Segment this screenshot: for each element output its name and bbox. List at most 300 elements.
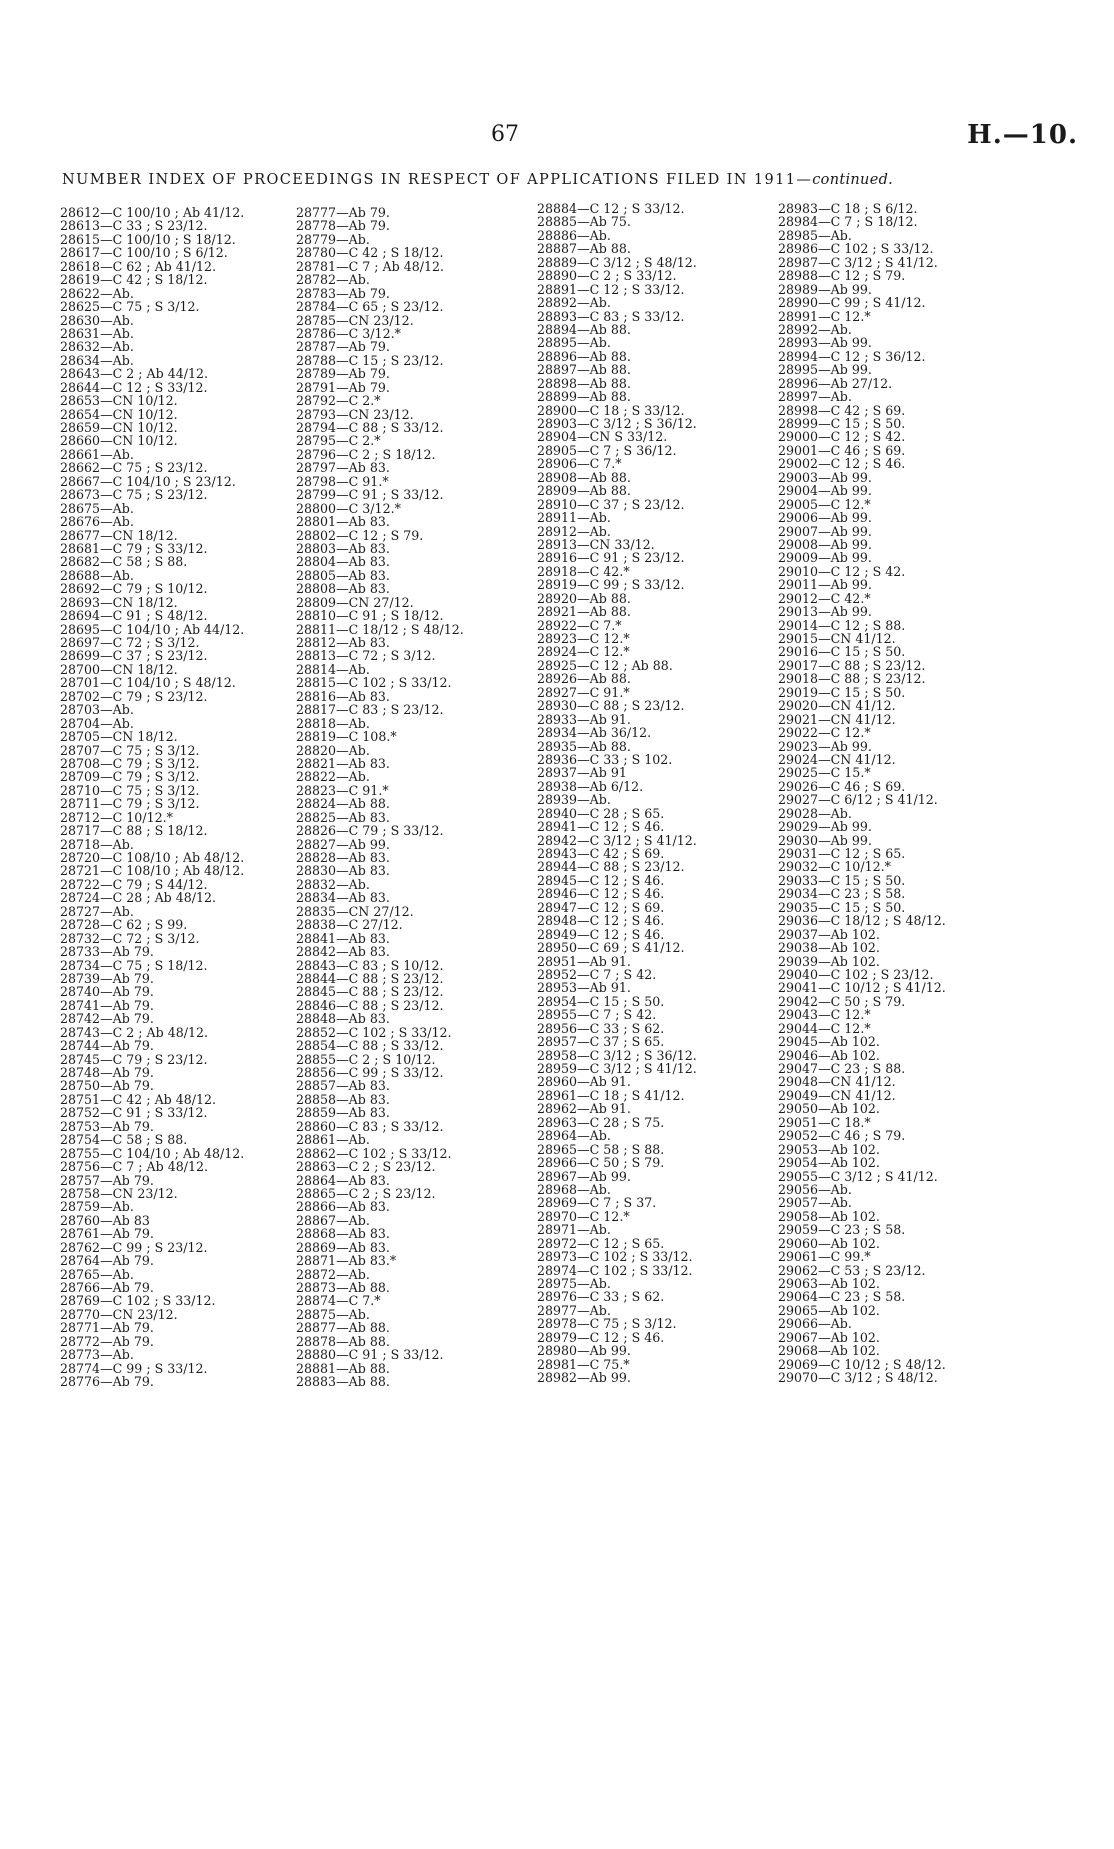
index-entry: 28634—Ab. [60, 353, 134, 368]
index-entry: 29039—Ab 102. [778, 954, 880, 968]
index-entry: 28776—Ab 79. [60, 1375, 154, 1389]
index-entry: 28949—C 12 ; S 46. [537, 927, 665, 942]
index-entry: 28613—C 33 ; S 23/12. [60, 219, 208, 233]
index-entry: 28823—C 91.* [296, 783, 389, 798]
index-entry: 28786—C 3/12.* [296, 326, 401, 341]
index-entry: 29035—C 15 ; S 50. [778, 900, 906, 915]
index-entry: 28784—C 65 ; S 23/12. [296, 300, 444, 314]
index-entry: 28724—C 28 ; Ab 48/12. [60, 891, 217, 905]
index-entry: 28951—Ab 91. [537, 954, 631, 968]
index-entry: 28919—C 99 ; S 33/12. [537, 578, 685, 592]
index-entry: 28811—C 18/12 ; S 48/12. [296, 622, 464, 636]
index-entry: 28994—C 12 ; S 36/12. [778, 349, 926, 364]
index-entry: 29012—C 42.* [778, 591, 871, 606]
index-entry: 28894—Ab 88. [537, 322, 631, 337]
index-entry: 29045—Ab 102. [778, 1035, 880, 1049]
index-entry: 29055—C 3/12 ; S 41/12. [778, 1169, 938, 1183]
index-entry: 28880—C 91 ; S 33/12. [296, 1348, 444, 1362]
title-continued: continued. [812, 172, 894, 188]
index-entry: 28741—Ab 79. [60, 998, 154, 1013]
index-entry: 29053—Ab 102. [778, 1142, 880, 1157]
index-entry: 28900—C 18 ; S 33/12. [537, 403, 685, 417]
index-entry: 28980—Ab 99. [537, 1344, 631, 1358]
index-entry: 28981—C 75.* [537, 1357, 630, 1372]
index-entry: 29043—C 12.* [778, 1008, 871, 1022]
index-entry: 28978—C 75 ; S 3/12. [537, 1317, 677, 1331]
index-entry: 28975—Ab. [537, 1277, 611, 1291]
index-entry: 28968—Ab. [537, 1182, 611, 1197]
index-entry: 28944—C 88 ; S 23/12. [537, 860, 685, 874]
index-entry: 29050—Ab 102. [778, 1102, 880, 1116]
index-entry: 28863—C 2 ; S 23/12. [296, 1160, 436, 1174]
index-entry: 29000—C 12 ; S 42. [778, 430, 906, 444]
index-entry: 28868—Ab 83. [296, 1227, 390, 1241]
index-entry: 28750—Ab 79. [60, 1079, 154, 1093]
index-entry: 29067—Ab 102. [778, 1330, 880, 1345]
index-entry: 28718—Ab. [60, 837, 134, 851]
index-entry: 29002—C 12 ; S 46. [778, 457, 906, 471]
index-entry: 28777—Ab 79. [296, 206, 390, 220]
index-entry: 29056—Ab. [778, 1182, 852, 1197]
index-entry: 28855—C 2 ; S 10/12. [296, 1052, 436, 1066]
index-entry: 28896—Ab 88. [537, 349, 631, 364]
index-entry: 28673—C 75 ; S 23/12. [60, 488, 208, 502]
index-entry: 28957—C 37 ; S 65. [537, 1035, 665, 1049]
index-entry: 28743—C 2 ; Ab 48/12. [60, 1025, 209, 1040]
index-entry: 28887—Ab 88. [537, 242, 631, 256]
index-entry: 28953—Ab 91. [537, 981, 631, 995]
index-entry: 28744—Ab 79. [60, 1039, 154, 1053]
index-entry: 28984—C 7 ; S 18/12. [778, 215, 918, 229]
index-entry: 28813—C 72 ; S 3/12. [296, 649, 436, 663]
index-entry: 28910—C 37 ; S 23/12. [537, 497, 685, 512]
index-entry: 29066—Ab. [778, 1317, 852, 1331]
index-entry: 28996—Ab 27/12. [778, 376, 893, 391]
index-entry: 29025—C 15.* [778, 766, 871, 780]
index-entry: 28766—Ab 79. [60, 1281, 154, 1295]
index-entry: 28795—C 2.* [296, 434, 381, 448]
index-entry: 28936—C 33 ; S 102. [537, 752, 673, 767]
index-entry: 28788—C 15 ; S 23/12. [296, 353, 444, 368]
index-entry: 28893—C 83 ; S 33/12. [537, 309, 685, 323]
index-entry: 28993—Ab 99. [778, 336, 872, 350]
index-entry: 29031—C 12 ; S 65. [778, 847, 906, 861]
index-entry: 28688—Ab. [60, 568, 134, 583]
index-entry: 28779—Ab. [296, 232, 370, 247]
index-entry: 28865—C 2 ; S 23/12. [296, 1186, 436, 1201]
index-entry: 28943—C 42 ; S 69. [537, 847, 665, 861]
index-entry: 28962—Ab 91. [537, 1102, 631, 1116]
index-entry: 28961—C 18 ; S 41/12. [537, 1088, 685, 1103]
index-entry: 28632—Ab. [60, 340, 134, 354]
index-entry: 28748—Ab 79. [60, 1066, 154, 1080]
index-entry: 28899—Ab 88. [537, 390, 631, 404]
index-entry: 28769—C 102 ; S 33/12. [60, 1294, 216, 1308]
index-entry: 28703—Ab. [60, 703, 134, 717]
index-entry: 28832—Ab. [296, 877, 370, 892]
index-entry: 28782—Ab. [296, 273, 370, 287]
index-entry: 28765—Ab. [60, 1267, 134, 1281]
index-entry: 28848—Ab 83. [296, 1012, 390, 1026]
index-entry: 28883—Ab 88. [296, 1375, 390, 1389]
index-entry: 28617—C 100/10 ; S 6/12. [60, 246, 228, 260]
index-entry: 28972—C 12 ; S 65. [537, 1236, 665, 1251]
index-entry: 28916—C 91 ; S 23/12. [537, 551, 685, 565]
index-entry: 28733—Ab 79. [60, 945, 154, 959]
index-entry: 29032—C 10/12.* [778, 860, 891, 874]
index-entry: 28659—CN 10/12. [60, 421, 178, 435]
index-entry: 28877—Ab 88. [296, 1321, 390, 1335]
index-entry: 29042—C 50 ; S 79. [778, 994, 906, 1009]
index-entry: 29046—Ab 102. [778, 1048, 880, 1062]
index-entry: 29068—Ab 102. [778, 1344, 880, 1358]
index-entry: 28619—C 42 ; S 18/12. [60, 273, 208, 287]
index-entry: 29047—C 23 ; S 88. [778, 1062, 906, 1076]
index-entry: 28881—Ab 88. [296, 1361, 390, 1376]
index-entry: 28873—Ab 88. [296, 1281, 390, 1295]
index-entry: 29013—Ab 99. [778, 605, 872, 619]
index-entry: 28970—C 12.* [537, 1209, 630, 1224]
title-text: NUMBER INDEX OF PROCEEDINGS IN RESPECT OF APPLICATIONS FILED IN 1911— [62, 172, 813, 188]
index-entry: 28804—Ab 83. [296, 555, 390, 569]
index-entry: 28858—Ab 83. [296, 1092, 390, 1107]
index-entry: 28783—Ab 79. [296, 286, 390, 301]
index-entry: 28999—C 15 ; S 50. [778, 417, 906, 431]
index-entry: 28778—Ab 79. [296, 219, 390, 233]
index-entry: 28630—Ab. [60, 313, 134, 327]
index-entry: 28983—C 18 ; S 6/12. [778, 202, 918, 216]
index-entry: 28803—Ab 83. [296, 541, 390, 556]
index-entry: 28828—Ab 83. [296, 851, 390, 865]
index-entry: 28959—C 3/12 ; S 41/12. [537, 1062, 697, 1076]
index-entry: 28734—C 75 ; S 18/12. [60, 958, 208, 972]
index-entry: 29048—CN 41/12. [778, 1075, 896, 1089]
index-entry: 28830—Ab 83. [296, 864, 390, 878]
index-entry: 29033—C 15 ; S 50. [778, 873, 906, 888]
index-entry: 28911—Ab. [537, 511, 611, 525]
index-entry: 28969—C 7 ; S 37. [537, 1196, 657, 1210]
index-entry: 28992—Ab. [778, 322, 852, 337]
index-entry: 28755—C 104/10 ; Ab 48/12. [60, 1146, 245, 1161]
index-entry: 28891—C 12 ; S 33/12. [537, 282, 685, 297]
index-entry: 28933—Ab 91. [537, 712, 631, 727]
index-entry: 28653—CN 10/12. [60, 394, 178, 408]
index-column-1 [60, 206, 292, 1389]
index-entry: 28834—Ab 83. [296, 891, 390, 905]
index-entry: 28857—Ab 83. [296, 1079, 390, 1093]
index-entry: 28781—C 7 ; Ab 48/12. [296, 259, 445, 274]
index-entry: 28754—C 58 ; S 88. [60, 1133, 188, 1147]
index-entry: 28892—Ab. [537, 296, 611, 310]
index-entry: 28859—Ab 83. [296, 1106, 390, 1120]
index-entry: 29015—CN 41/12. [778, 632, 896, 646]
index-entry: 28676—Ab. [60, 515, 134, 529]
index-entry: 28927—C 91.* [537, 685, 630, 700]
index-entry: 28643—C 2 ; Ab 44/12. [60, 367, 209, 381]
index-entry: 28965—C 58 ; S 88. [537, 1142, 665, 1157]
index-entry: 28751—C 42 ; Ab 48/12. [60, 1092, 217, 1107]
index-entry: 29036—C 18/12 ; S 48/12. [778, 914, 946, 928]
index-entry: 28682—C 58 ; S 88. [60, 555, 188, 569]
index-entry: 28721—C 108/10 ; Ab 48/12. [60, 864, 245, 878]
index-entry: 29018—C 88 ; S 23/12. [778, 672, 926, 686]
index-entry: 28991—C 12.* [778, 309, 871, 323]
index-entry: 28717—C 88 ; S 18/12. [60, 824, 208, 838]
index-entry: 28985—Ab. [778, 228, 852, 243]
index-entry: 28681—C 79 ; S 33/12. [60, 541, 208, 556]
index-entry: 28875—Ab. [296, 1307, 370, 1322]
index-entry: 28886—Ab. [537, 228, 611, 243]
index-entry: 28974—C 102 ; S 33/12. [537, 1263, 693, 1277]
index-entry: 28955—C 7 ; S 42. [537, 1008, 657, 1022]
index-entry: 28760—Ab 83 [60, 1213, 150, 1228]
index-entry: 28753—Ab 79. [60, 1119, 154, 1134]
index-entry: 28898—Ab 88. [537, 376, 631, 391]
index-entry: 29069—C 10/12 ; S 48/12. [778, 1357, 946, 1372]
index-entry: 28979—C 12 ; S 46. [537, 1330, 665, 1345]
index-entry: 28954—C 15 ; S 50. [537, 994, 665, 1009]
index-entry: 28722—C 79 ; S 44/12. [60, 877, 208, 892]
index-entry: 29001—C 46 ; S 69. [778, 443, 906, 458]
index-entry: 28789—Ab 79. [296, 367, 390, 381]
index-entry: 28711—C 79 ; S 3/12. [60, 797, 200, 811]
index-entry: 28826—C 79 ; S 33/12. [296, 824, 444, 838]
index-entry: 28814—Ab. [296, 662, 370, 677]
index-entry: 28923—C 12.* [537, 632, 630, 646]
index-entry: 28838—C 27/12. [296, 918, 403, 932]
index-entry: 28824—Ab 88. [296, 797, 390, 811]
index-entry: 28820—Ab. [296, 743, 370, 757]
index-entry: 28971—Ab. [537, 1223, 611, 1237]
index-entry: 29063—Ab 102. [778, 1277, 880, 1291]
index-entry: 28867—Ab. [296, 1213, 370, 1228]
index-entry: 29008—Ab 99. [778, 537, 872, 552]
index-entry: 28825—Ab 83. [296, 810, 390, 825]
index-entry: 28889—C 3/12 ; S 48/12. [537, 255, 697, 270]
index-entry: 28732—C 72 ; S 3/12. [60, 931, 200, 946]
index-entry: 29022—C 12.* [778, 726, 871, 740]
index-entry: 28708—C 79 ; S 3/12. [60, 756, 200, 771]
index-entry: 28827—Ab 99. [296, 837, 390, 851]
index-entry: 28756—C 7 ; Ab 48/12. [60, 1160, 209, 1174]
index-entry: 29065—Ab 102. [778, 1303, 880, 1318]
index-entry: 28764—Ab 79. [60, 1254, 154, 1268]
index-entry: 28793—CN 23/12. [296, 407, 414, 421]
index-entry: 28699—C 37 ; S 23/12. [60, 649, 208, 663]
index-entry: 28843—C 83 ; S 10/12. [296, 958, 444, 972]
index-entry: 28926—Ab 88. [537, 672, 631, 686]
index-entry: 28856—C 99 ; S 33/12. [296, 1066, 444, 1080]
index-entry: 28720—C 108/10 ; Ab 48/12. [60, 851, 245, 865]
index-entry: 28787—Ab 79. [296, 340, 390, 354]
index-entry: 28987—C 3/12 ; S 41/12. [778, 255, 938, 270]
index-entry: 28913—CN 33/12. [537, 537, 655, 552]
index-entry: 29023—Ab 99. [778, 739, 872, 753]
index-entry: 28821—Ab 83. [296, 756, 390, 771]
index-entry: 28937—Ab 91 [537, 766, 627, 780]
index-entry: 28871—Ab 83.* [296, 1254, 397, 1268]
index-entry: 29061—C 99.* [778, 1250, 871, 1264]
index-entry: 29020—CN 41/12. [778, 699, 896, 713]
index-entry: 29016—C 15 ; S 50. [778, 645, 906, 659]
index-entry: 28752—C 91 ; S 33/12. [60, 1106, 208, 1120]
index-entry: 28878—Ab 88. [296, 1334, 390, 1349]
index-entry: 28802—C 12 ; S 79. [296, 528, 424, 542]
index-entry: 28977—Ab. [537, 1303, 611, 1318]
index-entry: 28897—Ab 88. [537, 363, 631, 377]
index-entry: 28864—Ab 83. [296, 1173, 390, 1187]
index-entry: 28844—C 88 ; S 23/12. [296, 971, 444, 986]
index-entry: 28976—C 33 ; S 62. [537, 1290, 665, 1304]
index-entry: 28654—CN 10/12. [60, 407, 178, 421]
page-title [62, 172, 1062, 188]
index-entry: 28930—C 88 ; S 23/12. [537, 699, 685, 713]
index-entry: 29021—CN 41/12. [778, 712, 896, 727]
index-entry: 28697—C 72 ; S 3/12. [60, 636, 200, 650]
index-entry: 28667—C 104/10 ; S 23/12. [60, 474, 236, 489]
index-column-2 [296, 206, 528, 1389]
index-entry: 29059—C 23 ; S 58. [778, 1223, 906, 1237]
index-entry: 28710—C 75 ; S 3/12. [60, 783, 200, 798]
index-entry: 28796—C 2 ; S 18/12. [296, 447, 436, 462]
index-entry: 28792—C 2.* [296, 394, 381, 408]
index-entry: 28909—Ab 88. [537, 484, 631, 498]
index-entry: 29054—Ab 102. [778, 1156, 880, 1170]
index-entry: 28695—C 104/10 ; Ab 44/12. [60, 622, 245, 636]
index-entry: 28940—C 28 ; S 65. [537, 806, 665, 821]
index-entry: 28952—C 7 ; S 42. [537, 967, 657, 982]
index-entry: 28945—C 12 ; S 46. [537, 873, 665, 888]
index-entry: 29037—Ab 102. [778, 927, 880, 942]
index-entry: 29038—Ab 102. [778, 941, 880, 955]
index-entry: 28798—C 91.* [296, 474, 389, 489]
index-entry: 28712—C 10/12.* [60, 810, 173, 825]
index-entry: 28661—Ab. [60, 447, 134, 462]
index-entry: 28845—C 88 ; S 23/12. [296, 985, 444, 999]
index-entry: 28990—C 99 ; S 41/12. [778, 296, 926, 310]
index-entry: 29057—Ab. [778, 1196, 852, 1210]
index-entry: 28950—C 69 ; S 41/12. [537, 941, 685, 955]
index-entry: 28956—C 33 ; S 62. [537, 1021, 665, 1036]
index-entry: 28874—C 7.* [296, 1294, 381, 1308]
index-entry: 28759—Ab. [60, 1200, 134, 1214]
index-entry: 28791—Ab 79. [296, 380, 390, 395]
index-entry: 28904—CN S 33/12. [537, 430, 668, 444]
index-entry: 28948—C 12 ; S 46. [537, 914, 665, 928]
index-entry: 28815—C 102 ; S 33/12. [296, 676, 452, 690]
index-entry: 28973—C 102 ; S 33/12. [537, 1250, 693, 1264]
index-entry: 28707—C 75 ; S 3/12. [60, 743, 200, 757]
index-entry: 28960—Ab 91. [537, 1075, 631, 1089]
index-entry: 28846—C 88 ; S 23/12. [296, 998, 444, 1013]
index-entry: 29062—C 53 ; S 23/12. [778, 1263, 926, 1277]
index-entry: 28942—C 3/12 ; S 41/12. [537, 833, 697, 847]
index-entry: 28742—Ab 79. [60, 1012, 154, 1026]
index-entry: 29026—C 46 ; S 69. [778, 779, 906, 794]
index-entry: 28808—Ab 83. [296, 582, 390, 596]
index-entry: 28773—Ab. [60, 1348, 134, 1362]
index-entry: 28906—C 7.* [537, 457, 622, 471]
index-entry: 28842—Ab 83. [296, 945, 390, 959]
index-entry: 28800—C 3/12.* [296, 501, 401, 516]
index-entry: 28693—CN 18/12. [60, 595, 178, 610]
index-entry: 29058—Ab 102. [778, 1209, 880, 1224]
index-entry: 28998—C 42 ; S 69. [778, 403, 906, 417]
index-entry: 28963—C 28 ; S 75. [537, 1115, 665, 1130]
index-entry: 29030—Ab 99. [778, 833, 872, 847]
index-entry: 28862—C 102 ; S 33/12. [296, 1146, 452, 1161]
index-entry: 28805—Ab 83. [296, 568, 390, 583]
index-entry: 28938—Ab 6/12. [537, 779, 644, 794]
index-entry: 28903—C 3/12 ; S 36/12. [537, 417, 697, 431]
index-entry: 29049—CN 41/12. [778, 1088, 896, 1103]
index-entry: 28745—C 79 ; S 23/12. [60, 1052, 208, 1066]
index-entry: 28727—Ab. [60, 904, 134, 919]
index-entry: 28758—CN 23/12. [60, 1186, 178, 1201]
index-entry: 29007—Ab 99. [778, 524, 872, 538]
index-column-4 [778, 202, 1010, 1385]
index-entry: 29011—Ab 99. [778, 578, 872, 592]
index-entry: 29029—Ab 99. [778, 820, 872, 834]
index-entry: 28988—C 12 ; S 79. [778, 269, 906, 283]
index-entry: 28895—Ab. [537, 336, 611, 350]
index-entry: 29014—C 12 ; S 88. [778, 618, 906, 632]
index-entry: 29034—C 23 ; S 58. [778, 887, 906, 901]
index-entry: 28918—C 42.* [537, 564, 630, 579]
index-entry: 28841—Ab 83. [296, 931, 390, 946]
index-entry: 28660—CN 10/12. [60, 434, 178, 448]
index-entry: 29019—C 15 ; S 50. [778, 685, 906, 700]
index-entry: 29044—C 12.* [778, 1021, 871, 1036]
index-entry: 29051—C 18.* [778, 1115, 871, 1130]
index-column-3 [537, 202, 769, 1385]
index-entry: 28854—C 88 ; S 33/12. [296, 1039, 444, 1053]
index-entry: 28989—Ab 99. [778, 282, 872, 297]
index-entry: 28615—C 100/10 ; S 18/12. [60, 232, 236, 247]
index-entry: 29005—C 12.* [778, 497, 871, 512]
index-entry: 28709—C 79 ; S 3/12. [60, 770, 200, 784]
index-entry: 28822—Ab. [296, 770, 370, 784]
index-entry: 28794—C 88 ; S 33/12. [296, 421, 444, 435]
index-entry: 28946—C 12 ; S 46. [537, 887, 665, 901]
index-entry: 28761—Ab 79. [60, 1227, 154, 1241]
index-entry: 28869—Ab 83. [296, 1240, 390, 1255]
index-entry: 29004—Ab 99. [778, 484, 872, 498]
index-entry: 28934—Ab 36/12. [537, 726, 652, 740]
index-entry: 28740—Ab 79. [60, 985, 154, 999]
index-entry: 28810—C 91 ; S 18/12. [296, 609, 444, 623]
index-entry: 28644—C 12 ; S 33/12. [60, 380, 208, 395]
index-entry: 29028—Ab. [778, 806, 852, 821]
index-entry: 29070—C 3/12 ; S 48/12. [778, 1371, 938, 1385]
index-entry: 29003—Ab 99. [778, 470, 872, 485]
index-entry: 28728—C 62 ; S 99. [60, 918, 188, 932]
index-entry: 28835—CN 27/12. [296, 904, 414, 919]
index-entry: 28860—C 83 ; S 33/12. [296, 1119, 444, 1134]
index-entry: 28947—C 12 ; S 69. [537, 900, 665, 915]
index-entry: 29052—C 46 ; S 79. [778, 1129, 906, 1143]
index-entry: 28701—C 104/10 ; S 48/12. [60, 676, 236, 690]
index-entry: 28612—C 100/10 ; Ab 41/12. [60, 206, 245, 220]
index-entry: 28967—Ab 99. [537, 1169, 631, 1183]
index-entry: 29040—C 102 ; S 23/12. [778, 967, 934, 982]
index-entry: 28771—Ab 79. [60, 1321, 154, 1335]
index-entry: 28757—Ab 79. [60, 1173, 154, 1187]
index-entry: 29060—Ab 102. [778, 1236, 880, 1251]
index-entry: 29041—C 10/12 ; S 41/12. [778, 981, 946, 995]
index-entry: 28631—Ab. [60, 326, 134, 341]
index-entry: 28819—C 108.* [296, 730, 397, 744]
